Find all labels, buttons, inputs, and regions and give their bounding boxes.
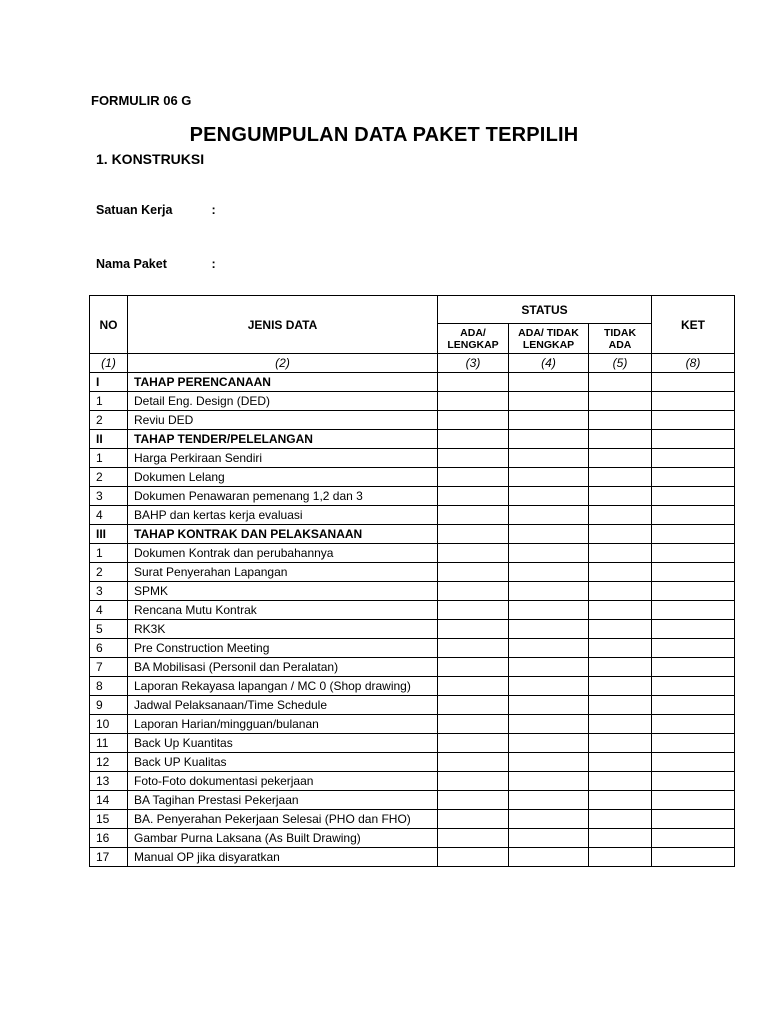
cell-status-ada-lengkap[interactable] [438,582,509,601]
table-row [90,620,735,639]
row-jenis-data: Manual OP jika disyaratkan [128,848,438,867]
header-status-ada-tidak-lengkap: ADA/ TIDAK LENGKAP [509,324,589,354]
cell-status-ada-tidak-lengkap[interactable] [509,582,589,601]
cell-status-ada-tidak-lengkap[interactable] [509,848,589,867]
cell-status-ada-lengkap[interactable] [438,734,509,753]
cell-ket[interactable] [652,753,735,772]
column-index: (2) [128,354,438,373]
row-jenis-data: BA. Penyerahan Pekerjaan Selesai (PHO dan FHO) [128,810,438,829]
cell-status-ada-lengkap[interactable] [438,392,509,411]
cell-status-tidak-ada[interactable] [589,791,652,810]
cell-status-ada-lengkap[interactable] [438,620,509,639]
row-jenis-data: Pre Construction Meeting [128,639,438,658]
cell-ket[interactable] [652,848,735,867]
cell-status-ada-tidak-lengkap[interactable] [509,392,589,411]
cell-ket[interactable] [652,468,735,487]
row-number: 10 [90,715,128,734]
cell-status-tidak-ada[interactable] [589,411,652,430]
cell-status-ada-lengkap[interactable] [438,544,509,563]
cell-status-ada-lengkap[interactable] [438,411,509,430]
table-row [90,582,735,601]
table-group-row [90,430,735,449]
cell-status-ada-tidak-lengkap[interactable] [509,411,589,430]
field-satuan-kerja [96,203,216,217]
cell-status-ada-tidak-lengkap[interactable] [509,829,589,848]
row-jenis-data: Jadwal Pelaksanaan/Time Schedule [128,696,438,715]
cell-status-ada-tidak-lengkap[interactable] [509,487,589,506]
cell-ket[interactable] [652,791,735,810]
table-row [90,658,735,677]
row-number: 5 [90,620,128,639]
section-heading: 1. KONSTRUKSI [96,151,205,167]
cell-status-ada-tidak-lengkap[interactable] [509,449,589,468]
table-row [90,544,735,563]
column-index: (1) [90,354,128,373]
cell-status-ada-tidak-lengkap[interactable] [509,791,589,810]
row-number: III [90,525,128,544]
field-separator: : [211,257,216,271]
cell-ket[interactable] [652,810,735,829]
row-number: 6 [90,639,128,658]
table-row [90,829,735,848]
table-row [90,848,735,867]
column-index-row [90,354,735,373]
table-row [90,468,735,487]
column-index: (5) [589,354,652,373]
cell-status-ada-tidak-lengkap[interactable] [509,810,589,829]
cell-status-ada-tidak-lengkap[interactable] [509,753,589,772]
row-number: 8 [90,677,128,696]
header-status: STATUS [438,296,652,324]
cell-status-ada-lengkap[interactable] [438,753,509,772]
row-number: 2 [90,411,128,430]
row-number: II [90,430,128,449]
table-row [90,392,735,411]
cell-status-ada-lengkap[interactable] [438,373,509,392]
row-jenis-data: Dokumen Penawaran pemenang 1,2 dan 3 [128,487,438,506]
cell-ket[interactable] [652,392,735,411]
cell-status-ada-tidak-lengkap[interactable] [509,544,589,563]
cell-status-tidak-ada[interactable] [589,506,652,525]
cell-status-ada-tidak-lengkap[interactable] [509,373,589,392]
cell-status-tidak-ada[interactable] [589,829,652,848]
cell-status-ada-lengkap[interactable] [438,810,509,829]
cell-ket[interactable] [652,601,735,620]
row-number: 3 [90,487,128,506]
cell-status-ada-lengkap[interactable] [438,677,509,696]
cell-status-ada-lengkap[interactable] [438,468,509,487]
cell-status-ada-tidak-lengkap[interactable] [509,639,589,658]
header-no: NO [90,296,128,354]
cell-ket[interactable] [652,829,735,848]
row-jenis-data: Laporan Harian/mingguan/bulanan [128,715,438,734]
row-number: 4 [90,506,128,525]
cell-ket[interactable] [652,525,735,544]
row-number: 1 [90,449,128,468]
cell-status-ada-lengkap[interactable] [438,829,509,848]
row-jenis-data: TAHAP KONTRAK DAN PELAKSANAAN [128,525,438,544]
cell-status-tidak-ada[interactable] [589,639,652,658]
field-label: Nama Paket [96,257,167,271]
table-group-row [90,373,735,392]
table-group-row [90,525,735,544]
cell-status-ada-tidak-lengkap[interactable] [509,506,589,525]
cell-ket[interactable] [652,620,735,639]
cell-ket[interactable] [652,487,735,506]
cell-ket[interactable] [652,430,735,449]
row-number: 3 [90,582,128,601]
table-row [90,449,735,468]
row-number: 15 [90,810,128,829]
cell-status-ada-lengkap[interactable] [438,848,509,867]
table-row [90,715,735,734]
row-number: 2 [90,468,128,487]
cell-ket[interactable] [652,639,735,658]
row-jenis-data: SPMK [128,582,438,601]
header-status-ada-lengkap: ADA/ LENGKAP [438,324,509,354]
table-row [90,791,735,810]
cell-status-ada-tidak-lengkap[interactable] [509,468,589,487]
row-jenis-data: BAHP dan kertas kerja evaluasi [128,506,438,525]
row-number: 1 [90,544,128,563]
cell-ket[interactable] [652,734,735,753]
cell-status-ada-lengkap[interactable] [438,715,509,734]
cell-status-ada-lengkap[interactable] [438,772,509,791]
cell-status-tidak-ada[interactable] [589,810,652,829]
row-jenis-data: RK3K [128,620,438,639]
cell-status-tidak-ada[interactable] [589,544,652,563]
row-number: 14 [90,791,128,810]
cell-ket[interactable] [652,715,735,734]
row-jenis-data: Back UP Kualitas [128,753,438,772]
row-number: 11 [90,734,128,753]
column-index: (4) [509,354,589,373]
cell-status-ada-lengkap[interactable] [438,696,509,715]
row-number: I [90,373,128,392]
cell-ket[interactable] [652,563,735,582]
cell-status-ada-tidak-lengkap[interactable] [509,563,589,582]
cell-status-ada-lengkap[interactable] [438,506,509,525]
cell-status-tidak-ada[interactable] [589,430,652,449]
row-jenis-data: TAHAP TENDER/PELELANGAN [128,430,438,449]
field-nama-paket [96,257,216,271]
cell-status-ada-tidak-lengkap[interactable] [509,734,589,753]
cell-status-ada-lengkap[interactable] [438,563,509,582]
cell-ket[interactable] [652,677,735,696]
table-row [90,411,735,430]
table-row [90,696,735,715]
row-number: 9 [90,696,128,715]
cell-status-tidak-ada[interactable] [589,373,652,392]
cell-status-tidak-ada[interactable] [589,848,652,867]
row-jenis-data: Harga Perkiraan Sendiri [128,449,438,468]
cell-ket[interactable] [652,544,735,563]
table-row [90,677,735,696]
field-separator: : [211,203,216,217]
cell-ket[interactable] [652,449,735,468]
cell-status-ada-lengkap[interactable] [438,487,509,506]
header-ket: KET [652,296,735,354]
cell-status-tidak-ada[interactable] [589,772,652,791]
row-jenis-data: Dokumen Lelang [128,468,438,487]
cell-ket[interactable] [652,373,735,392]
cell-status-ada-tidak-lengkap[interactable] [509,772,589,791]
cell-ket[interactable] [652,696,735,715]
row-number: 17 [90,848,128,867]
table-row [90,639,735,658]
cell-status-ada-lengkap[interactable] [438,658,509,677]
cell-status-ada-tidak-lengkap[interactable] [509,696,589,715]
cell-status-tidak-ada[interactable] [589,392,652,411]
cell-status-tidak-ada[interactable] [589,620,652,639]
row-jenis-data: Gambar Purna Laksana (As Built Drawing) [128,829,438,848]
cell-status-tidak-ada[interactable] [589,696,652,715]
row-number: 1 [90,392,128,411]
row-jenis-data: Dokumen Kontrak dan perubahannya [128,544,438,563]
cell-status-ada-lengkap[interactable] [438,430,509,449]
row-jenis-data: Laporan Rekayasa lapangan / MC 0 (Shop drawing) [128,677,438,696]
cell-status-ada-lengkap[interactable] [438,601,509,620]
cell-ket[interactable] [652,658,735,677]
table-row [90,753,735,772]
cell-status-tidak-ada[interactable] [589,715,652,734]
table-row [90,487,735,506]
header-jenis-data: JENIS DATA [128,296,438,354]
row-jenis-data: Surat Penyerahan Lapangan [128,563,438,582]
column-index: (3) [438,354,509,373]
row-jenis-data: BA Mobilisasi (Personil dan Peralatan) [128,658,438,677]
cell-status-ada-tidak-lengkap[interactable] [509,658,589,677]
row-jenis-data: Rencana Mutu Kontrak [128,601,438,620]
column-index: (8) [652,354,735,373]
table-row [90,734,735,753]
row-jenis-data: Foto-Foto dokumentasi pekerjaan [128,772,438,791]
page-title: PENGUMPULAN DATA PAKET TERPILIH [189,124,579,146]
cell-status-tidak-ada[interactable] [589,658,652,677]
cell-status-ada-tidak-lengkap[interactable] [509,677,589,696]
row-number: 4 [90,601,128,620]
cell-status-ada-lengkap[interactable] [438,791,509,810]
cell-status-ada-tidak-lengkap[interactable] [509,601,589,620]
form-code: FORMULIR 06 G [91,93,192,108]
cell-status-ada-lengkap[interactable] [438,525,509,544]
table-row [90,563,735,582]
cell-status-tidak-ada[interactable] [589,601,652,620]
row-number: 12 [90,753,128,772]
cell-status-ada-tidak-lengkap[interactable] [509,430,589,449]
row-number: 13 [90,772,128,791]
row-number: 2 [90,563,128,582]
cell-status-ada-lengkap[interactable] [438,449,509,468]
table-body [90,373,735,867]
cell-status-tidak-ada[interactable] [589,582,652,601]
row-jenis-data: Reviu DED [128,411,438,430]
row-jenis-data: Back Up Kuantitas [128,734,438,753]
cell-ket[interactable] [652,506,735,525]
cell-status-tidak-ada[interactable] [589,468,652,487]
field-label: Satuan Kerja [96,203,173,217]
table-row [90,506,735,525]
data-table [89,295,735,867]
cell-ket[interactable] [652,772,735,791]
row-jenis-data: Detail Eng. Design (DED) [128,392,438,411]
table-row [90,810,735,829]
cell-status-tidak-ada[interactable] [589,734,652,753]
cell-status-tidak-ada[interactable] [589,677,652,696]
header-status-tidak-ada: TIDAK ADA [589,324,652,354]
cell-status-tidak-ada[interactable] [589,525,652,544]
cell-status-tidak-ada[interactable] [589,487,652,506]
cell-status-ada-tidak-lengkap[interactable] [509,525,589,544]
row-number: 7 [90,658,128,677]
row-jenis-data: BA Tagihan Prestasi Pekerjaan [128,791,438,810]
cell-ket[interactable] [652,582,735,601]
cell-status-ada-tidak-lengkap[interactable] [509,715,589,734]
cell-status-tidak-ada[interactable] [589,753,652,772]
cell-status-ada-tidak-lengkap[interactable] [509,620,589,639]
cell-ket[interactable] [652,411,735,430]
cell-status-tidak-ada[interactable] [589,563,652,582]
row-jenis-data: TAHAP PERENCANAAN [128,373,438,392]
cell-status-ada-lengkap[interactable] [438,639,509,658]
table-row [90,601,735,620]
cell-status-tidak-ada[interactable] [589,449,652,468]
table-row [90,772,735,791]
row-number: 16 [90,829,128,848]
